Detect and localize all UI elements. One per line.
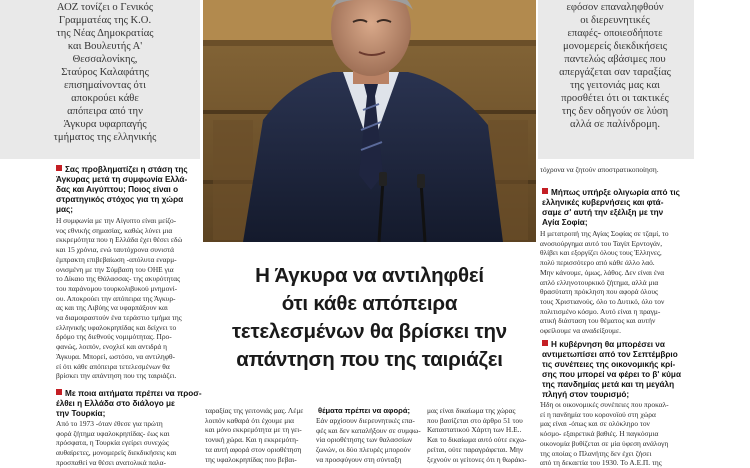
- answer-line: εί ότι κάθε απόπειρα τετελεσμένων θα: [56, 361, 170, 371]
- body-line: ζωνών, οι δύο πλευρές μπορούν: [316, 445, 411, 455]
- intro-line: ΑΟΖ τονίζει ο Γενικός: [56, 2, 154, 13]
- body-line: ξεχνούν οι γείτονες ότι η θωράκι-: [427, 454, 527, 464]
- answer-line: οφείλουμε να αναδείξουμε.: [540, 326, 621, 336]
- intro-line: επισημαίνοντας ότι: [64, 80, 146, 91]
- answer-line: Άγκυρα. Μπορεί, ωστόσο, να αντιληφθ-: [56, 351, 175, 361]
- answer-line: μας είναι -όπως και σε ολόκληρο τον: [540, 419, 650, 429]
- answer-line: τους Χριστιανούς, όλο το Δυτικό, όλο τον: [540, 296, 665, 306]
- question-line: Η κυβέρνηση θα μπορέσει να: [542, 340, 694, 350]
- body-line: Εάν αρχίσουν διερευνητικές επα-: [316, 416, 415, 425]
- answer-line: να διαμοιραστούν ένα τεράστιο τμήμα της: [56, 313, 182, 323]
- intro-line: προσθέτει ότι οι τακτικές: [561, 93, 669, 104]
- answer-line: πολιτισμένο κόσμο. Αυτό είναι η πραγμ-: [540, 306, 661, 316]
- intro-line: της γειτονιάς μας και: [570, 80, 660, 91]
- body-line: ρείται, ούτε παραγράφεται. Μην: [427, 444, 524, 454]
- column-2-text: [205, 406, 313, 464]
- intro-line: παντελώς αβάσιμες που: [564, 54, 666, 65]
- intro-line: απεργάζεται σαν ταραξίας: [559, 67, 671, 78]
- body-line: ταραξίας της γειτονιάς μας. Λέμε: [205, 406, 304, 415]
- answer-line: προσπαθεί να θέσει ανατολικά παλα-: [56, 457, 166, 467]
- headline-line: απάντηση που της ταιριάζει: [236, 348, 503, 371]
- answer-line: βρίσκει την απάντηση που της ταιριάζει.: [56, 371, 177, 381]
- intro-left-text: [30, 1, 180, 144]
- question-line: σαμε σ' αυτή την εξέλιξη με την: [542, 208, 664, 217]
- body-line: φές και δεν καταλήξουν σε συμφω-: [316, 425, 421, 435]
- question-line: της πανδημίας μετά και τη μεγάλη: [542, 380, 675, 389]
- question-line: πληγή στον τουρισμό;: [542, 390, 630, 399]
- answer-line: πολύ περισσότερο από κάθε άλλο λαό.: [540, 258, 655, 268]
- column-3-text: [316, 416, 424, 465]
- question-2: [56, 389, 201, 419]
- question-line: ελληνικές κυβερνήσεις και φτά-: [542, 198, 664, 207]
- question-line: σης που μπορεί να φέρει το β' κύμα: [542, 370, 681, 379]
- answer-line: θρασύτατη πρόκληση που αφορά όλους: [540, 287, 658, 297]
- headline-line: ότι κάθε απόπειρα: [281, 292, 458, 315]
- intro-line: απόπειρα από την: [67, 106, 143, 117]
- question-line: στρατηγικός στόχος για τη χώρα: [56, 195, 184, 204]
- column-3-question: θέματα πρέπει να αφορά;: [318, 406, 411, 415]
- answer-line: Μην κάνουμε, όμως, λάθος. Δεν είναι ένα: [540, 267, 665, 277]
- answer-line: ανοσιούργημα αυτό του Ταγίπ Ερντογάν,: [540, 238, 663, 248]
- answer-1: [56, 216, 201, 381]
- intro-line: Γραμματέας της Κ.Ο.: [58, 15, 152, 26]
- question-1: [56, 165, 201, 215]
- answer-line: ονισμένη με την Σύμβαση του ΟΗΕ για: [56, 264, 174, 274]
- answer-line: νος εθνικής σημασίας, καθώς λύνει μια: [56, 225, 173, 235]
- answer-line: θλίβει και εξοργίζει όλους τους Έλληνες,: [540, 248, 662, 258]
- body-line: να προσφύγουν στη σύνταξη: [316, 454, 402, 464]
- answer-line: Από το 1973 -όταν έθεσε για πρώτη: [56, 419, 163, 428]
- right-column-top-line: [540, 165, 690, 175]
- answer-line: αυθαίρετες, μονομερείς διεκδικήσεις και: [56, 448, 177, 458]
- question-line: την Τουρκία;: [56, 409, 106, 418]
- answer-4: [540, 400, 692, 468]
- intro-line: Θεσσαλονίκης,: [72, 54, 138, 65]
- body-line: τόχρονα να ζητούν αποστρατικοποίηση.: [540, 165, 659, 174]
- intro-line: της Νέας Δημοκρατίας: [56, 28, 154, 39]
- question-line: δας και Αιγύπτου; Ποιος είναι ο: [56, 185, 179, 194]
- answer-line: ατική διάσταση του θέματος και αυτήν: [540, 316, 656, 326]
- intro-right-text: [540, 1, 690, 131]
- question-line: μας;: [56, 205, 74, 214]
- column-4-text: [427, 406, 535, 464]
- body-line: τα αυτή αφορά στον οριοθέτηση: [205, 444, 302, 454]
- answer-line: Ήδη οι οικονομικές συνέπειες που προκαλ-: [540, 400, 669, 409]
- intro-line: μονομερείς διεκδικήσεις: [563, 41, 667, 52]
- question-line: Άγκυρας μετά τη συμφωνία Ελλά-: [56, 175, 188, 184]
- answer-line: και 15 χρόνια, ενώ ταυτόχρονα συνιστά: [56, 245, 175, 255]
- answer-line: πρόσφατα, η Τουρκία εγείρει συνεχώς: [56, 438, 169, 448]
- question-line: τις συνέπειες της οικονομικής κρί-: [542, 360, 676, 369]
- answer-line: από τη δεκαετία του 1930. Το Α.Ε.Π. της: [540, 458, 662, 468]
- answer-2: [56, 419, 201, 468]
- question-line: αντιμετωπίσει από τον Σεπτέμβριο: [542, 350, 678, 359]
- answer-line: εί η πανδημία του κορονοϊού στη χώρα: [540, 409, 656, 419]
- question-line: Με ποια αιτήματα πρέπει να προσ-: [56, 389, 201, 399]
- answer-line: απλό ελληνοτουρκικό ζήτημα, αλλά μια: [540, 277, 659, 287]
- question-line: Σας προβληματίζει η στάση της: [56, 165, 201, 175]
- intro-line: επαφές- οποιεσδήποτε: [567, 28, 663, 39]
- body-line: και μόνο εκκρεμότητα με τη γει-: [205, 425, 302, 435]
- answer-line: Η συμφωνία με την Αίγυπτο είναι μείζο-: [56, 216, 177, 225]
- answer-line: οικονομία βυθίζεται σε μία ύφεση ανάλογη: [540, 438, 669, 448]
- body-line: μας είναι δικαίωμα της χώρας: [427, 406, 516, 415]
- question-line: Αγία Σοφία;: [542, 218, 588, 227]
- answer-line: έμπρακτη επιβεβαίωση -απόλυτα εναρμ-: [56, 254, 177, 264]
- body-line: Καταστατικού Χάρτη των Η.Ε..: [427, 425, 522, 435]
- answer-line: δρόμο της διεθνούς νομιμότητας. Προ-: [56, 332, 172, 342]
- body-line: τονική χώρα. Και η εκκρεμότη-: [205, 435, 299, 445]
- intro-line: οι διερευνητικές: [580, 15, 650, 26]
- intro-line: εφόσον επαναληφθούν: [566, 2, 664, 13]
- intro-line: και Βουλευτής Α': [67, 41, 143, 52]
- answer-line: φανώς, λοιπόν, ενοχλεί και αντιδρά η: [56, 342, 167, 352]
- speaker-photo-icon: [203, 0, 536, 242]
- intro-line: Άγκυρα υφαρπαγής: [63, 119, 147, 130]
- body-line: που βασίζεται στο άρθρο 51 του: [427, 415, 523, 425]
- body-line: της υφαλοκρηπίδας που βεβαι-: [205, 454, 297, 464]
- answer-line: ας και της Λιβύης να υφαρπάξουν και: [56, 303, 168, 313]
- answer-3: [540, 229, 692, 336]
- answer-line: Η μετατροπή της Αγίας Σοφίας σε τζαμί, το: [540, 229, 669, 238]
- intro-line: τμήματος της ελληνικής: [53, 132, 157, 143]
- answer-line: ου. Αποκρούει την απόπειρα της Άγκυρ-: [56, 293, 176, 303]
- answer-line: του παράνομου τουρκολιβυκού μνημονί-: [56, 283, 178, 293]
- body-line: Και το δικαίωμα αυτό ούτε εκχω-: [427, 435, 527, 445]
- body-line: λοιπόν καθαρά ότι έχουμε μια: [205, 415, 295, 425]
- question-line: έλθει η Ελλάδα στο διάλογο με: [56, 399, 175, 408]
- headline-line: Η Άγκυρα να αντιληφθεί: [255, 264, 484, 287]
- headline: [203, 262, 536, 374]
- question-line: Μήπως υπήρξε ολιγωρία από τις: [542, 188, 692, 198]
- intro-line: της δεν οδηγούν σε λύση: [561, 106, 669, 117]
- answer-line: το Δίκαιο της Θάλασσας- της ακυρότητας: [56, 274, 181, 284]
- body-line: νία οριοθέτησης των θαλασσίων: [316, 435, 413, 445]
- intro-line: Σταύρος Καλαφάτης: [61, 67, 149, 78]
- answer-line: εκκρεμότητα που η Ελλάδα έχει θέσει εδώ: [56, 235, 183, 245]
- intro-line: αλλά σε παλίνδρομη.: [570, 119, 660, 130]
- intro-line: αποκρούει κάθε: [71, 93, 139, 104]
- speaker-photo: [203, 0, 536, 242]
- question-3: [542, 188, 692, 228]
- answer-line: ελληνικής υφαλοκρηπίδας και δείχνει το: [56, 322, 177, 332]
- answer-line: κόσμο- εξαιρετικά βαθιές. Η παγκόσμια: [540, 429, 659, 439]
- question-4: [542, 340, 694, 400]
- answer-line: της οποίας ο Πλανήτης δεν έχει ζήσει: [540, 448, 652, 458]
- answer-line: φορά ζήτημα υφαλοκρηπίδας- έως και: [56, 428, 170, 438]
- headline-line: τετελεσμένων θα βρίσκει την: [231, 320, 508, 343]
